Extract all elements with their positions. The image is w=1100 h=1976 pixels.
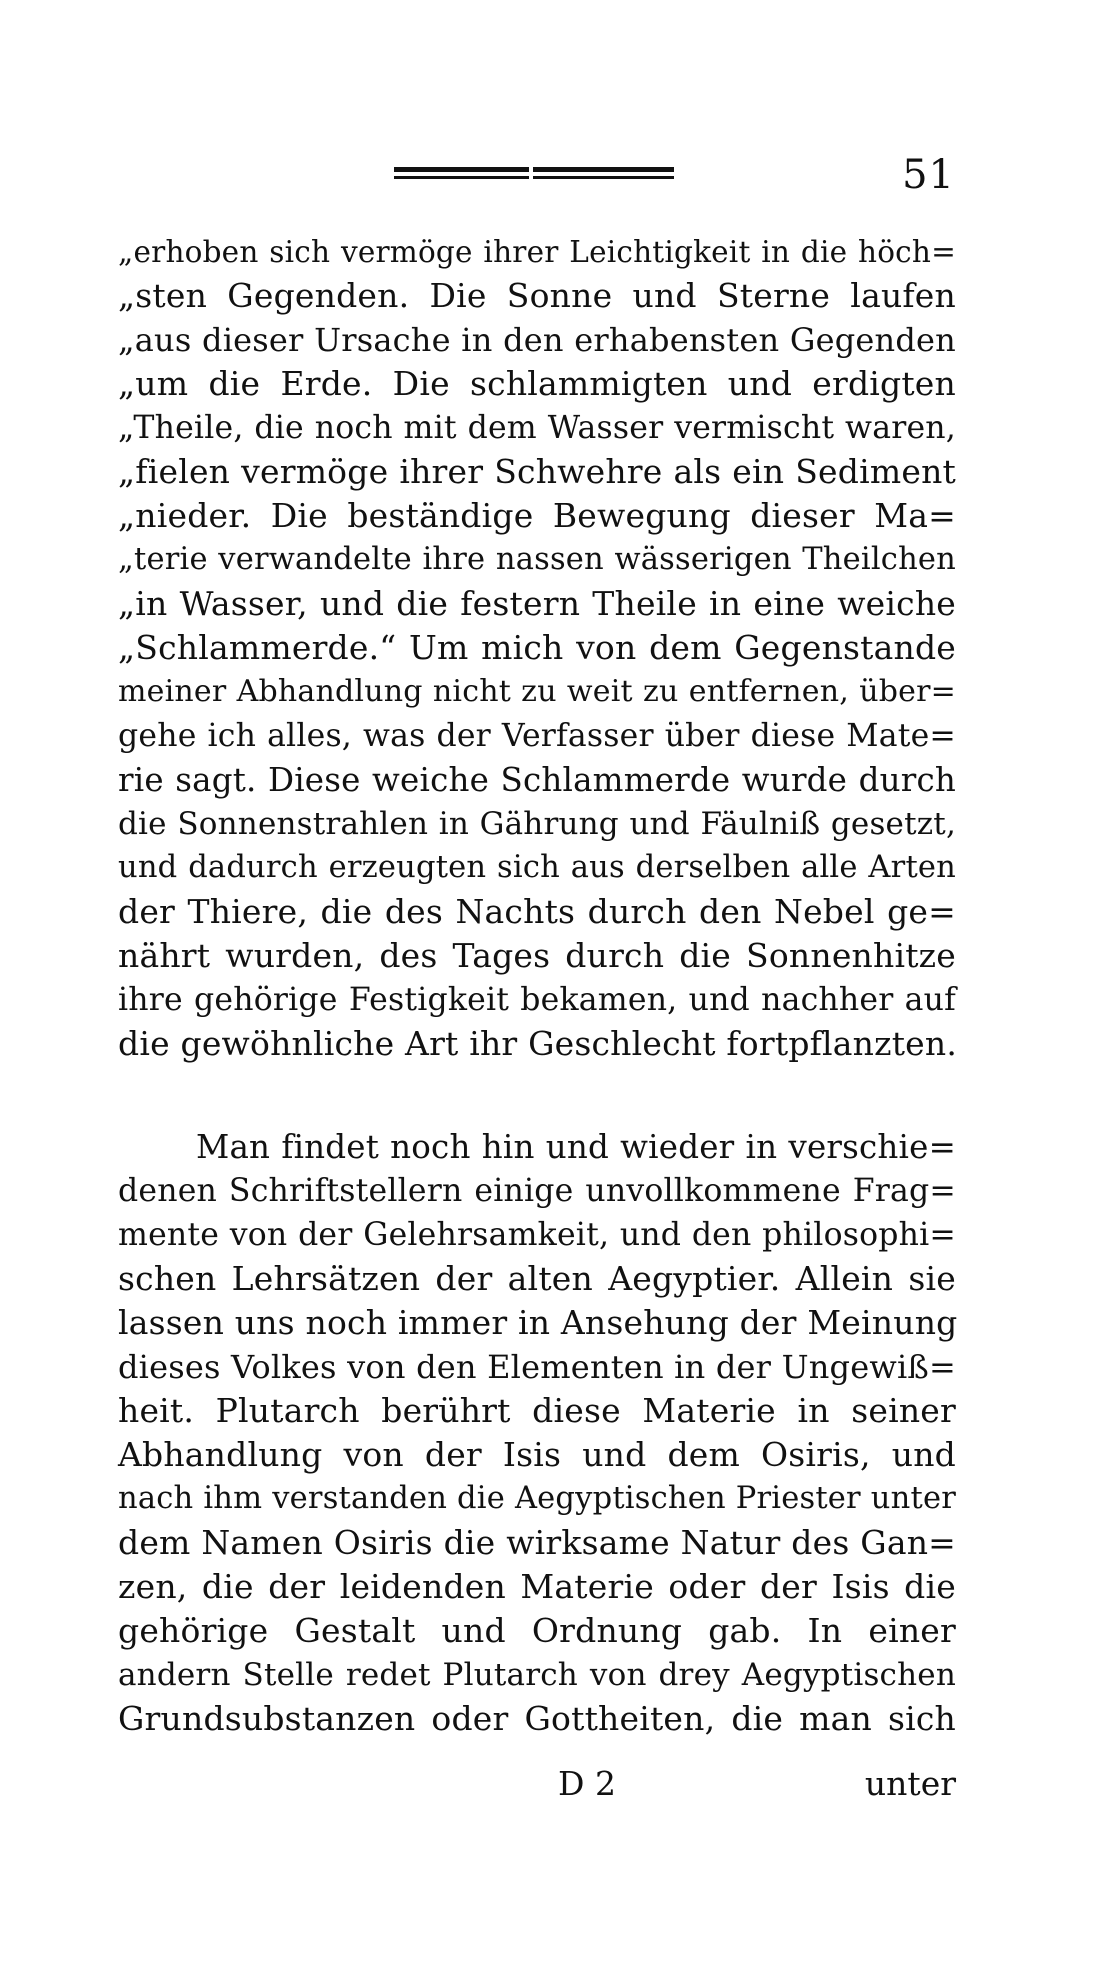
text-line: dieses Volkes von den Elementen in der Ungewiß= [118, 1348, 956, 1386]
catchword: unter [864, 1764, 956, 1803]
text-line: „aus dieser Ursache in den erhabensten Gegenden [118, 321, 956, 359]
header-rule [394, 165, 674, 185]
text-line: denen Schriftstellern einige unvollkommene Frag= [118, 1173, 956, 1209]
text-line: der Thiere, die des Nachts durch den Nebel ge= [118, 892, 956, 931]
paragraph-1 [118, 230, 956, 1066]
paragraph-2 [118, 1125, 956, 1741]
text-line: „erhoben sich vermöge ihrer Leichtigkeit in die höch= [118, 235, 956, 269]
text-line: lassen uns noch immer in Ansehung der Meinung [118, 1303, 958, 1342]
text-line: andern Stelle redet Plutarch von drey Aegyptischen [118, 1657, 956, 1693]
page-number: 51 [902, 152, 955, 198]
text-line: und dadurch erzeugten sich aus derselben alle Arten [118, 850, 956, 885]
text-line: nährt wurden, des Tages durch die Sonnenhitze [118, 936, 956, 975]
header-rule-thin [394, 176, 674, 179]
text-line: „Schlammerde.“ Um mich von dem Gegenstande [118, 628, 956, 667]
text-line: „fielen vermöge ihrer Schwehre als ein Sediment [118, 452, 956, 491]
text-line: „um die Erde. Die schlammigten und erdigten [118, 364, 956, 403]
header-rule-thick [394, 167, 674, 172]
text-line: „Theile, die noch mit dem Wasser vermischt waren, [118, 410, 956, 446]
text-line: zen, die der leidenden Materie oder der Isis die [118, 1567, 956, 1606]
text-line: nach ihm verstanden die Aegyptischen Priester unter [118, 1481, 956, 1516]
text-line: ihre gehörige Festigkeit bekamen, und nachher auf [118, 982, 956, 1018]
header-rule-break [529, 165, 533, 185]
text-line: heit. Plutarch berührt diese Materie in seiner [118, 1391, 956, 1430]
text-line: schen Lehrsätzen der alten Aegyptier. Allein sie [118, 1259, 956, 1298]
signature-mark: D 2 [558, 1764, 616, 1803]
page-footer [118, 1762, 956, 1806]
text-line: „in Wasser, und die festern Theile in eine weiche [118, 584, 956, 623]
text-line: Man findet noch hin und wieder in verschie= [196, 1128, 956, 1166]
text-line: „sten Gegenden. Die Sonne und Sterne laufen [118, 276, 956, 315]
text-line: rie sagt. Diese weiche Schlammerde wurde durch [118, 761, 956, 799]
text-line: gehe ich alles, was der Verfasser über diese Mate= [118, 718, 956, 754]
text-line: meiner Abhandlung nicht zu weit zu entfernen, über= [118, 674, 956, 709]
text-line: mente von der Gelehrsamkeit, und den philosophi= [118, 1217, 956, 1253]
text-line: „nieder. Die beständige Bewegung dieser Ma= [118, 496, 956, 535]
text-line: Abhandlung von der Isis und dem Osiris, und [118, 1435, 956, 1474]
text-line: gehörige Gestalt und Ordnung gab. In einer [118, 1611, 956, 1650]
text-line: die gewöhnliche Art ihr Geschlecht fortpflanzten. [118, 1024, 958, 1063]
text-line: Grundsubstanzen oder Gottheiten, die man sich [118, 1699, 956, 1738]
text-line: „terie verwandelte ihre nassen wässerigen Theilchen [118, 542, 956, 577]
text-line: dem Namen Osiris die wirksame Natur des Gan= [118, 1523, 956, 1562]
text-line: die Sonnenstrahlen in Gährung und Fäulniß gesetzt, [118, 806, 956, 842]
